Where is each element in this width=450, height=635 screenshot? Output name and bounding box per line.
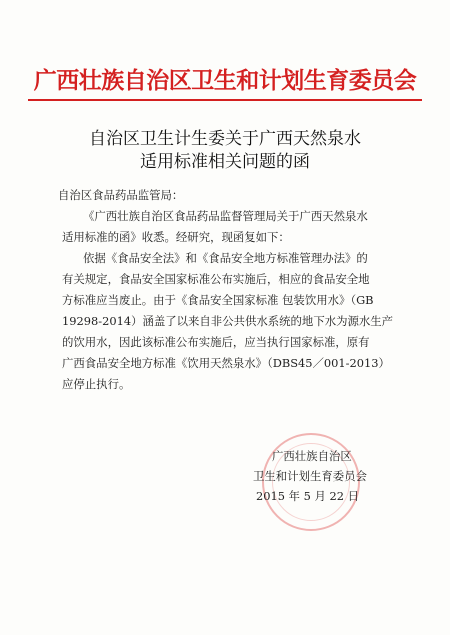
body-line: 有关规定，食品安全国家标准公布实施后，相应的食品安全地 [62, 272, 370, 286]
letterhead-rule [28, 99, 422, 101]
salutation: 自治区食品药品监管局： [58, 188, 184, 202]
document-title-line-1: 自治区卫生计生委关于广西天然泉水 [89, 129, 361, 149]
body-line: 广西食品安全地方标准《饮用天然泉水》（DBS45／001-2013） [62, 356, 390, 370]
body-line: 适用标准的函》收悉。经研究，现函复如下： [62, 230, 290, 244]
body-line: 依据《食品安全法》和《食品安全地方标准管理办法》的 [83, 251, 368, 265]
letterhead-title: 广西壮族自治区卫生和计划生育委员会 [33, 67, 417, 94]
signature-date: 2015 年 5 月 22 日 [256, 489, 360, 503]
body-line: 应停止执行。 [62, 377, 131, 391]
body-line: 方标准应当废止。由于《食品安全国家标准 包装饮用水》（GB [62, 293, 374, 307]
document-title-line-2: 适用标准相关问题的函 [140, 152, 310, 172]
body-line: 19298-2014）涵盖了以来自非公共供水系统的地下水为源水生产 [62, 314, 394, 328]
body-line: 的饮用水，因此该标准公布实施后，应当执行国家标准，原有 [62, 335, 370, 349]
signature-org-line-1: 广西壮族自治区 [272, 449, 352, 463]
signature-org-line-2: 卫生和计划生育委员会 [253, 469, 367, 483]
body-line: 《广西壮族自治区食品药品监督管理局关于广西天然泉水 [83, 209, 368, 223]
